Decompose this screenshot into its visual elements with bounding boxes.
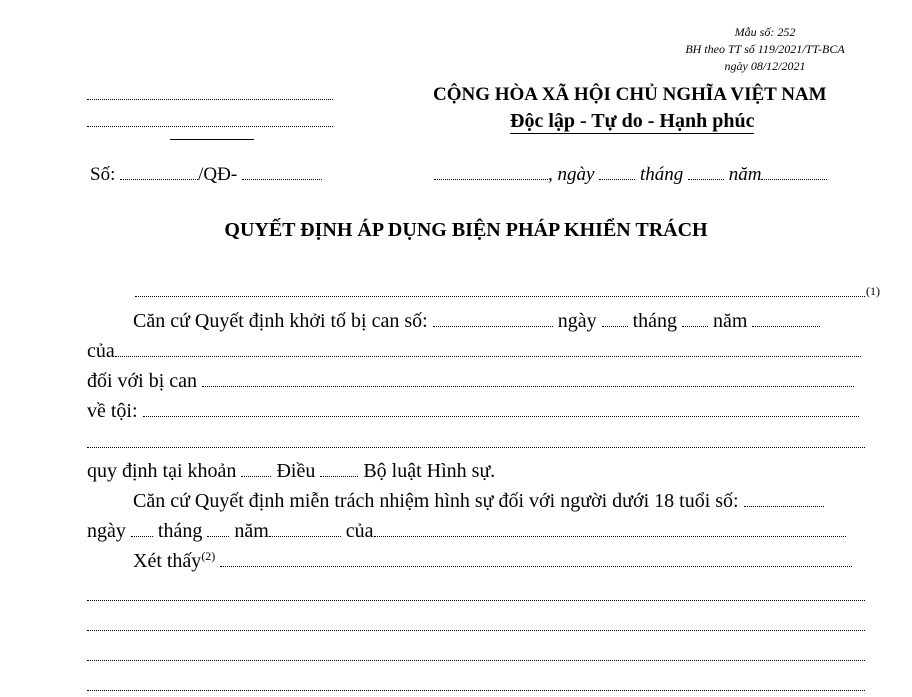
place-field[interactable] <box>434 165 548 180</box>
form-circular: BH theo TT số 119/2021/TT-BCA <box>685 42 845 56</box>
defendant-field[interactable] <box>202 372 854 387</box>
exemption-issuer-field[interactable] <box>374 522 846 537</box>
form-number-block <box>650 24 880 75</box>
crime-field[interactable] <box>143 402 859 417</box>
prosecution-day-field[interactable] <box>602 312 628 327</box>
agency-line-2[interactable] <box>87 126 333 127</box>
authority-line[interactable] <box>135 296 865 297</box>
month-label: tháng <box>639 164 684 185</box>
issuer-field[interactable] <box>115 342 861 357</box>
findings-line-1[interactable] <box>87 600 865 601</box>
year-field[interactable] <box>761 165 827 180</box>
month-field[interactable] <box>688 165 724 180</box>
exemption-number-field[interactable] <box>744 492 824 507</box>
defendant-row: đối với bị can <box>87 370 854 393</box>
prosecution-month-field[interactable] <box>682 312 708 327</box>
basis-exemption-row: Căn cứ Quyết định miễn trách nhiệm hình sự đối với người dưới 18 tuổi số: <box>133 490 824 513</box>
day-field[interactable] <box>599 165 635 180</box>
national-motto: Độc lập - Tự do - Hạnh phúc <box>510 110 755 132</box>
exemption-month-field[interactable] <box>207 522 229 537</box>
place-date-row: , ngày tháng năm <box>434 164 827 186</box>
day-label: ngày <box>557 164 595 185</box>
findings-row: Xét thấy$^{(2)}$ <box>133 550 852 573</box>
article-field[interactable] <box>320 462 358 477</box>
legal-basis-row: quy định tại khoản Điều Bộ luật Hình sự. <box>87 460 496 482</box>
qd-label: /QĐ- <box>198 164 238 185</box>
year-label: năm <box>728 164 762 185</box>
exemption-year-field[interactable] <box>269 522 341 537</box>
findings-line-2[interactable] <box>87 630 865 631</box>
decision-number-field[interactable] <box>120 165 198 180</box>
prosecution-number-field[interactable] <box>433 312 553 327</box>
agency-code-field[interactable] <box>242 165 322 180</box>
agency-line-1[interactable] <box>87 99 333 100</box>
findings-field[interactable] <box>220 552 852 567</box>
form-date: ngày 08/12/2021 <box>724 59 806 73</box>
footnote-2: (2) <box>201 549 216 563</box>
findings-line-3[interactable] <box>87 660 865 661</box>
issuer-row: của <box>87 340 861 363</box>
document-title: QUYẾT ĐỊNH ÁP DỤNG BIỆN PHÁP KHIỂN TRÁCH <box>224 219 708 241</box>
form-number: Mẫu số: 252 <box>734 25 796 39</box>
exemption-date-row: ngày tháng năm của <box>87 520 846 543</box>
basis-prosecution-row: Căn cứ Quyết định khởi tố bị can số: ngày tháng năm <box>133 310 820 333</box>
decision-number-row <box>90 164 322 186</box>
findings-line-4[interactable] <box>87 690 865 691</box>
prosecution-year-field[interactable] <box>752 312 820 327</box>
footnote-1: (1) <box>866 284 880 298</box>
country-name: CỘNG HÒA XÃ HỘI CHỦ NGHĨA VIỆT NAM <box>433 84 827 105</box>
exemption-day-field[interactable] <box>131 522 153 537</box>
crime-continuation-line[interactable] <box>87 447 865 448</box>
so-label: Số: <box>90 164 116 185</box>
clause-field[interactable] <box>241 462 271 477</box>
crime-row: về tội: <box>87 400 859 423</box>
agency-underline <box>170 139 254 140</box>
